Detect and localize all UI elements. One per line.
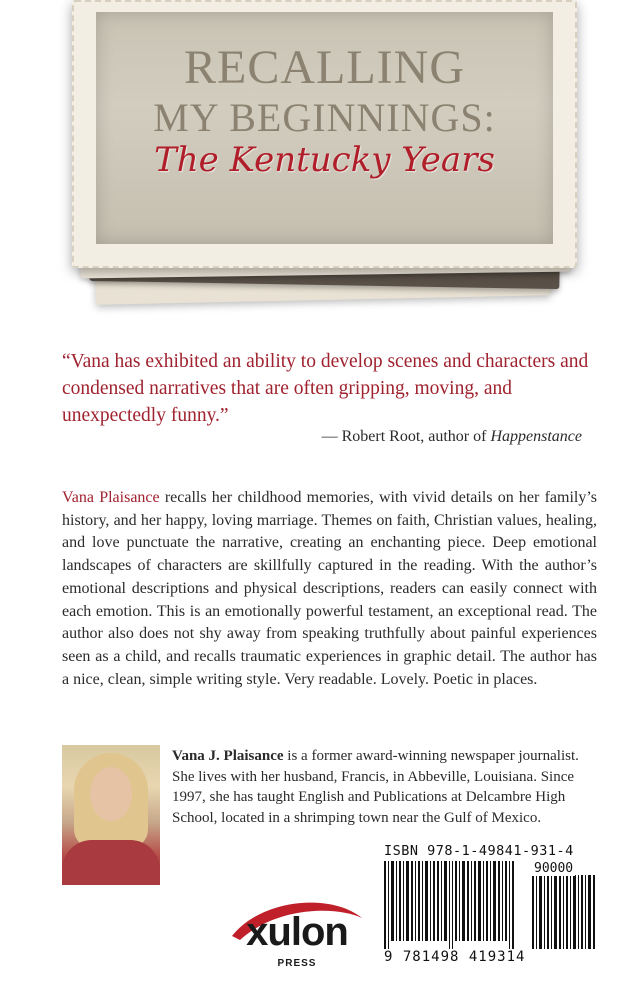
attribution-work: Happenstance [490,428,582,445]
logo-wordmark: xulon [246,910,348,954]
title-photo-inner [96,12,553,244]
book-subtitle: The Kentucky Years [154,140,495,180]
bio-text: is a former award-winning newspaper journalist. She lives with her husband, Francis, in Abbeville, Louisiana. Since 1997, she has taught English and Publications at Delcambre High School, located in a shrimping town near the Gulf of Mexico. [172,748,579,826]
author-bio [172,746,602,828]
author-face [90,767,132,821]
cover-photo-stack [0,0,643,330]
book-title-line-2: MY BEGINNINGS: [153,95,496,140]
title-photo [72,0,577,268]
isbn-number: ISBN 978-1-49841-931-4 [384,843,574,859]
attribution-prefix: — Robert Root, author of [321,428,491,445]
barcode [382,843,602,973]
blurb-text: recalls her childhood memories, with vivid details on her family’s history, and her happy, loving marriage. Themes on faith, Christian values, healing, and love punctuate the narrative, creating an enchanting piece. Deep emotional landscapes of characters are skillfully captured in the reading. With the author’s emotional descriptions and physical descriptions, readers can easily connect with each emotion. This is an emotionally powerful testament, an exceptional read. The author also does not shy away from speaking truthfully about painful experiences seen as a child, and recalls traumatic experiences in graphic detail. The author has a nice, clean, simple writing style. Very readable. Lovely. Poetic in places. [62,489,598,688]
quote-attribution [62,428,582,446]
book-blurb [62,487,597,691]
author-shirt [62,840,160,885]
barcode-ean-number: 9 781498 419314 [384,949,526,965]
book-title-line-1: RECALLING [184,41,465,94]
review-quote: “Vana has exhibited an ability to develop scenes and characters and condensed narratives that are often gripping, moving, and unexpectedly funny.” [62,351,589,426]
bio-author-name: Vana J. Plaisance [172,748,284,764]
publisher-logo [222,888,372,978]
blurb-author-name: Vana Plaisance [62,489,160,506]
author-photo [62,745,160,885]
barcode-addon-number: 90000 [534,861,574,876]
logo-press: PRESS [277,958,317,969]
